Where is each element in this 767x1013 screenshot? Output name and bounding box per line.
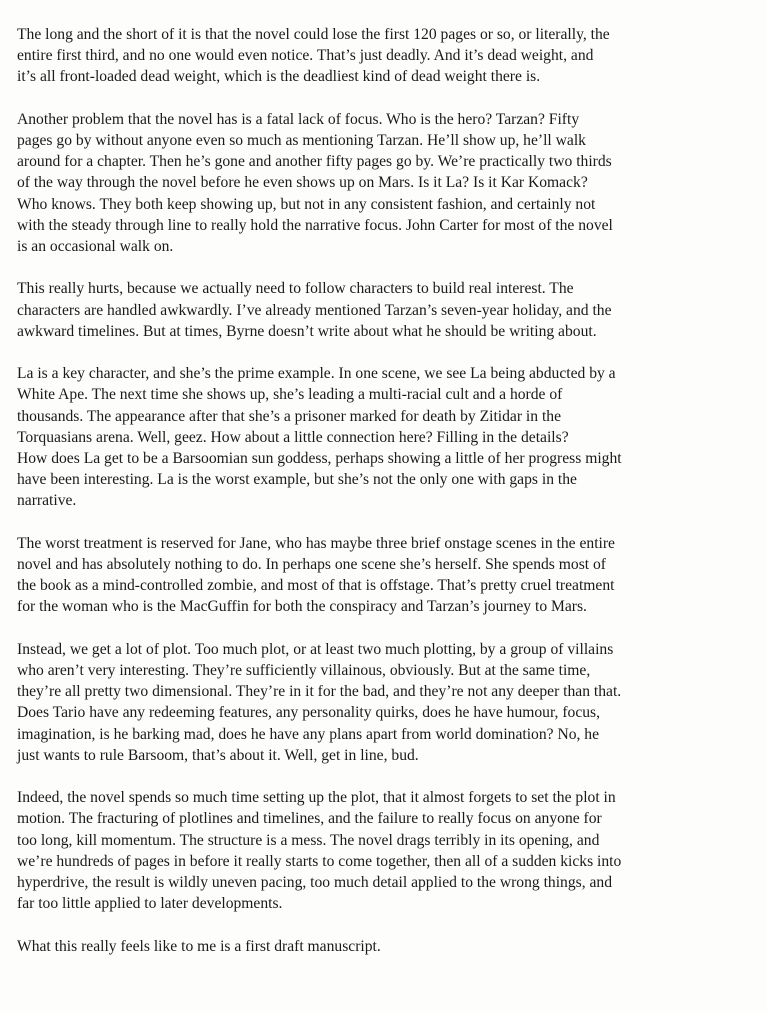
document-body xyxy=(17,24,745,957)
text-line: thousands. The appearance after that she’s a prisoner marked for death by Zitidar in the xyxy=(17,407,561,425)
paragraph xyxy=(17,278,745,342)
text-line: around for a chapter. Then he’s gone and another fifty pages go by. We’re practically two thirds xyxy=(17,153,612,171)
text-line: White Ape. The next time she shows up, she’s leading a multi-racial cult and a horde of xyxy=(17,386,563,404)
text-line: far too little applied to later developments. xyxy=(17,895,283,913)
text-line: pages go by without anyone even so much as mentioning Tarzan. He’ll show up, he’ll walk xyxy=(17,132,586,149)
text-line: with the steady through line to really hold the narrative focus. John Carter for most of the novel xyxy=(17,216,613,234)
text-line: The long and the short of it is that the novel could lose the first 120 pages or so, or literally, the xyxy=(17,26,610,43)
paragraph xyxy=(17,533,745,618)
text-line: is an occasional walk on. xyxy=(17,238,174,256)
text-line: who aren’t very interesting. They’re sufficiently villainous, obviously. But at the same time, xyxy=(17,662,591,680)
paragraph xyxy=(17,24,745,88)
text-line: too long, kill momentum. The structure is a mess. The novel drags terribly in its opening, and xyxy=(17,831,600,849)
text-line: just wants to rule Barsoom, that’s about it. Well, get in line, bud. xyxy=(17,746,419,764)
text-line: narrative. xyxy=(17,492,77,510)
text-line: hyperdrive, the result is wildly uneven pacing, too much detail applied to the wrong things, and xyxy=(17,874,613,892)
text-line: entire first third, and no one would even notice. That’s just deadly. And it’s dead weight, and xyxy=(17,47,594,65)
text-line: Torquasians arena. Well, geez. How about a little connection here? Filling in the details? xyxy=(17,428,569,446)
text-line: This really hurts, because we actually need to follow characters to build real interest. The xyxy=(17,280,574,298)
text-line: of the way through the novel before he even shows up on Mars. Is it La? Is it Kar Komack? xyxy=(17,174,588,192)
text-line: characters are handled awkwardly. I’ve already mentioned Tarzan’s seven-year holiday, and the xyxy=(17,301,612,319)
text-line: Instead, we get a lot of plot. Too much plot, or at least two much plotting, by a group of villains xyxy=(17,640,614,658)
text-line: Another problem that the novel has is a fatal lack of focus. Who is the hero? Tarzan? Fifty xyxy=(17,110,580,128)
text-line: Indeed, the novel spends so much time setting up the plot, that it almost forgets to set the plot in xyxy=(17,789,616,807)
text-line: for the woman who is the MacGuffin for both the conspiracy and Tarzan’s journey to Mars. xyxy=(17,598,587,616)
text-line: it’s all front-loaded dead weight, which is the deadliest kind of dead weight there is. xyxy=(17,68,541,86)
text-line: How does La get to be a Barsoomian sun goddess, perhaps showing a little of her progress might xyxy=(17,450,622,468)
text-line: motion. The fracturing of plotlines and timelines, and the failure to really focus on anyone for xyxy=(17,810,602,828)
text-line: we’re hundreds of pages in before it really starts to come together, then all of a sudden kicks into xyxy=(17,852,622,870)
text-line: The worst treatment is reserved for Jane, who has maybe three brief onstage scenes in the entire xyxy=(17,534,615,552)
paragraph xyxy=(17,787,745,914)
text-line: imagination, is he barking mad, does he have any plans apart from world domination? No, he xyxy=(17,725,600,743)
paragraph xyxy=(17,639,745,766)
paragraph xyxy=(17,109,745,257)
paragraph xyxy=(17,363,745,511)
text-line: novel and has absolutely nothing to do. In perhaps one scene she’s herself. She spends most of xyxy=(17,556,606,574)
text-line: Who knows. They both keep showing up, but not in any consistent fashion, and certainly not xyxy=(17,195,596,213)
text-line: the book as a mind-controlled zombie, and most of that is offstage. That’s pretty cruel treatment xyxy=(17,577,615,595)
text-line: La is a key character, and she’s the prime example. In one scene, we see La being abducted by a xyxy=(17,365,616,383)
paragraph xyxy=(17,936,745,957)
text-line: Does Tario have any redeeming features, any personality quirks, does he have humour, focus, xyxy=(17,704,601,722)
text-line: awkward timelines. But at times, Byrne doesn’t write about what he should be writing about. xyxy=(17,322,597,340)
text-line: have been interesting. La is the worst example, but she’s not the only one with gaps in the xyxy=(17,471,577,489)
text-line: What this really feels like to me is a first draft manuscript. xyxy=(17,937,381,955)
text-line: they’re all pretty two dimensional. They’re in it for the bad, and they’re not any deeper than that. xyxy=(17,683,622,701)
